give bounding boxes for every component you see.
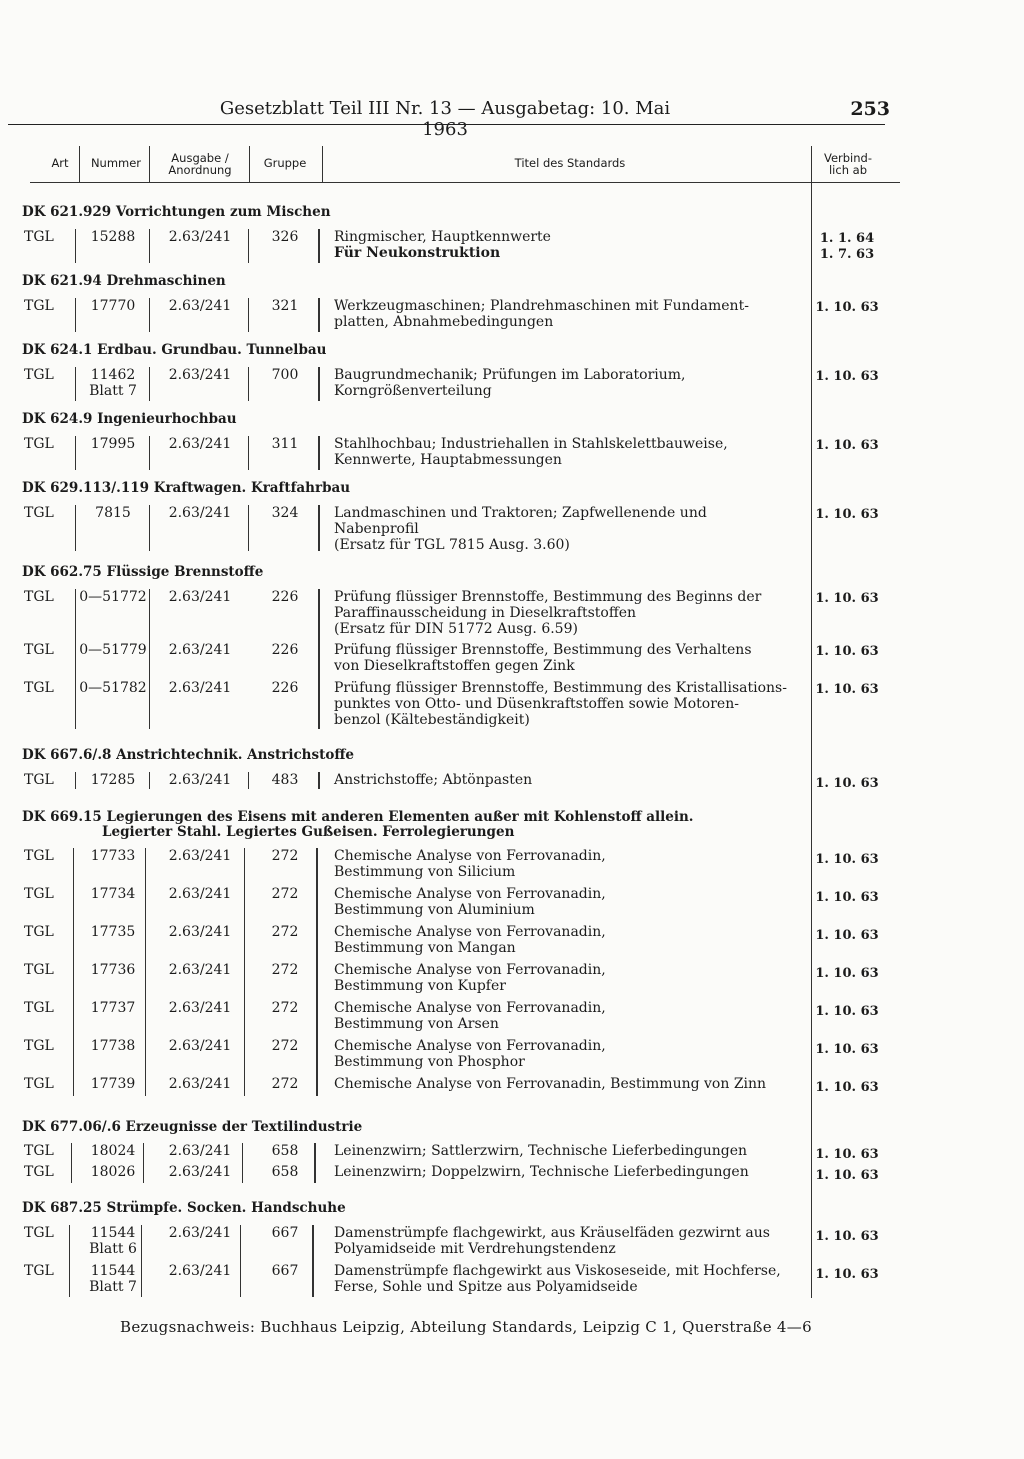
column-divider [316, 848, 318, 1096]
row-ausgabe: 2.63/241 [168, 848, 232, 864]
titel-line: Ferse, Sohle und Spitze aus Polyamidseide [334, 1279, 638, 1295]
titel-line: Bestimmung von Aluminium [334, 902, 535, 918]
row-ausgabe: 2.63/241 [168, 886, 232, 902]
row-verbindlich: 1. 10. 63 [815, 644, 879, 659]
page-number: 253 [850, 98, 890, 120]
titel-line: platten, Abnahmebedingungen [334, 314, 554, 330]
row-gruppe: 272 [271, 1076, 299, 1092]
row-nummer: 15288 [90, 229, 136, 245]
row-titel [334, 229, 804, 261]
row-gruppe: 272 [271, 924, 299, 940]
row-verbindlich: 1. 10. 63 [815, 852, 879, 867]
column-divider [141, 1225, 142, 1297]
row-verbindlich: 1. 10. 63 [815, 1168, 879, 1183]
section-heading: DK 624.9 Ingenieurhochbau [22, 411, 237, 427]
titel-line: Stahlhochbau; Industriehallen in Stahlskelettbauweise, [334, 436, 728, 452]
row-titel [334, 924, 804, 956]
titel-line: Bestimmung von Silicium [334, 864, 516, 880]
row-gruppe: 311 [271, 436, 299, 452]
titel-line: Prüfung flüssiger Brennstoffe, Bestimmung des Verhaltens [334, 642, 752, 658]
col-header-verbindlich-line-1: Verbind- [823, 151, 872, 165]
row-gruppe: 226 [271, 680, 299, 696]
row-verbindlich: 1. 10. 63 [815, 1267, 879, 1282]
row-ausgabe: 2.63/241 [168, 367, 232, 383]
titel-line: Damenstrümpfe flachgewirkt, aus Kräuselfäden gezwirnt aus [334, 1225, 770, 1241]
row-art: TGL [24, 229, 54, 245]
column-divider [75, 505, 76, 551]
row-nummer: 18024 [90, 1143, 136, 1159]
row-art: TGL [24, 298, 54, 314]
row-art: TGL [24, 1164, 54, 1180]
row-ausgabe: 2.63/241 [168, 962, 232, 978]
row-titel [334, 680, 804, 728]
column-divider [318, 505, 320, 551]
row-ausgabe: 2.63/241 [168, 1263, 232, 1279]
row-titel [334, 505, 804, 553]
row-nummer: 17736 [90, 962, 136, 978]
row-titel [334, 1000, 804, 1032]
row-gruppe: 483 [271, 772, 299, 788]
row-verbindlich: 1. 10. 63 [815, 890, 879, 905]
row-art: TGL [24, 962, 54, 978]
column-divider [145, 848, 146, 1096]
header-divider [149, 146, 150, 182]
row-titel: Leinenzwirn; Sattlerzwirn, Technische Lieferbedingungen [334, 1143, 748, 1159]
column-divider [73, 848, 74, 1096]
row-gruppe: 326 [271, 229, 299, 245]
section-heading: DK 621.929 Vorrichtungen zum Mischen [22, 204, 331, 220]
section-heading: DK 687.25 Strümpfe. Socken. Handschuhe [22, 1200, 346, 1216]
column-divider [75, 367, 76, 401]
column-divider [248, 436, 249, 470]
row-nummer: 17733 [90, 848, 136, 864]
titel-line: Bestimmung von Mangan [334, 940, 516, 956]
nummer-line: Blatt 6 [89, 1241, 137, 1257]
row-art: TGL [24, 1000, 54, 1016]
row-titel: Leinenzwirn; Doppelzwirn, Technische Lieferbedingungen [334, 1164, 749, 1180]
row-ausgabe: 2.63/241 [168, 1164, 232, 1180]
section-heading: DK 677.06/.6 Erzeugnisse der Textilindustrie [22, 1119, 363, 1135]
row-nummer [78, 1225, 148, 1257]
titel-line: Chemische Analyse von Ferrovanadin, [334, 848, 606, 864]
row-nummer: 17737 [90, 1000, 136, 1016]
row-verbindlich: 1. 10. 63 [815, 928, 879, 943]
row-ausgabe: 2.63/241 [168, 229, 232, 245]
row-ausgabe: 2.63/241 [168, 298, 232, 314]
row-art: TGL [24, 589, 54, 605]
row-verbindlich: 1. 10. 63 [815, 591, 879, 606]
col-header-ausgabe [152, 152, 248, 176]
section-heading: DK 624.1 Erdbau. Grundbau. Tunnelbau [22, 342, 327, 358]
section-heading: DK 669.15 Legierungen des Eisens mit anderen Elementen außer mit Kohlenstoff allein. [22, 809, 694, 825]
col-header-verbindlich [812, 152, 884, 176]
row-titel [334, 848, 804, 880]
column-divider [318, 229, 320, 263]
row-verbindlich: 1. 10. 63 [815, 776, 879, 791]
header-divider [249, 146, 250, 182]
titel-line: Chemische Analyse von Ferrovanadin, [334, 886, 606, 902]
row-nummer: 17285 [90, 772, 136, 788]
row-nummer: 17735 [90, 924, 136, 940]
row-art: TGL [24, 1225, 54, 1241]
row-titel [334, 1225, 804, 1257]
row-verbindlich: 1. 10. 63 [815, 507, 879, 522]
row-art: TGL [24, 642, 54, 658]
row-verbindlich: 1. 10. 63 [815, 1004, 879, 1019]
row-nummer: 0—51772 [79, 589, 147, 605]
row-titel [334, 298, 804, 330]
row-nummer: 17995 [90, 436, 136, 452]
row-art: TGL [24, 848, 54, 864]
row-verbindlich: 1. 10. 63 [815, 369, 879, 384]
row-ausgabe: 2.63/241 [168, 1038, 232, 1054]
row-ausgabe: 2.63/241 [168, 1076, 232, 1092]
row-nummer: 17739 [90, 1076, 136, 1092]
column-divider [318, 298, 320, 332]
column-divider [318, 589, 320, 729]
row-ausgabe: 2.63/241 [168, 1000, 232, 1016]
row-verbindlich: 1. 10. 63 [815, 300, 879, 315]
section-heading: DK 667.6/.8 Anstrichtechnik. Anstrichstoffe [22, 747, 355, 763]
column-divider [75, 229, 76, 263]
column-divider [75, 772, 76, 789]
row-ausgabe: 2.63/241 [168, 1225, 232, 1241]
col-header-ausgabe-line-1: Ausgabe / [171, 151, 229, 165]
row-verbindlich: 1. 10. 63 [815, 1042, 879, 1057]
row-titel [334, 589, 804, 637]
section-heading: DK 621.94 Drehmaschinen [22, 273, 226, 289]
titel-line: Werkzeugmaschinen; Plandrehmaschinen mit Fundament- [334, 298, 749, 314]
titel-line: (Ersatz für TGL 7815 Ausg. 3.60) [334, 537, 570, 553]
titel-line: Polyamidseide mit Verdrehungstendenz [334, 1241, 616, 1257]
column-divider [248, 505, 249, 551]
row-verbindlich [810, 231, 884, 263]
column-divider [318, 367, 320, 401]
column-divider [312, 1225, 314, 1297]
row-nummer: 7815 [95, 505, 131, 521]
titel-line: Baugrundmechanik; Prüfungen im Laboratorium, [334, 367, 686, 383]
titel-line: Kennwerte, Hauptabmessungen [334, 452, 562, 468]
titel-line-bold: Für Neukonstruktion [334, 245, 501, 261]
titel-line: (Ersatz für DIN 51772 Ausg. 6.59) [334, 621, 578, 637]
titel-line: Bestimmung von Kupfer [334, 978, 506, 994]
column-divider [248, 298, 249, 332]
row-titel [334, 962, 804, 994]
verbindlich-line: 1. 1. 64 [819, 231, 875, 246]
column-divider [248, 229, 249, 263]
titel-line: Nabenprofil [334, 521, 419, 537]
row-art: TGL [24, 1263, 54, 1279]
row-verbindlich: 1. 10. 63 [815, 1229, 879, 1244]
column-divider [149, 505, 150, 551]
row-art: TGL [24, 924, 54, 940]
row-ausgabe: 2.63/241 [168, 436, 232, 452]
footer-note: Bezugsnachweis: Buchhaus Leipzig, Abteilung Standards, Leipzig C 1, Querstraße 4—6 [120, 1318, 812, 1336]
row-gruppe: 324 [271, 505, 299, 521]
titel-line: Bestimmung von Phosphor [334, 1054, 525, 1070]
nummer-line: 11462 [90, 367, 136, 383]
row-ausgabe: 2.63/241 [168, 589, 232, 605]
row-gruppe: 272 [271, 962, 299, 978]
column-divider [248, 367, 249, 401]
row-verbindlich: 1. 10. 63 [815, 966, 879, 981]
row-titel [334, 1038, 804, 1070]
row-gruppe: 272 [271, 848, 299, 864]
titel-line: Prüfung flüssiger Brennstoffe, Bestimmung des Kristallisations- [334, 680, 787, 696]
column-divider [318, 436, 320, 470]
row-gruppe: 226 [271, 642, 299, 658]
column-divider [149, 367, 150, 401]
row-nummer: 18026 [90, 1164, 136, 1180]
column-divider [240, 1225, 241, 1297]
column-divider [149, 436, 150, 470]
row-gruppe: 667 [271, 1225, 299, 1241]
column-divider [318, 772, 320, 789]
verbindlich-line: 1. 7. 63 [819, 247, 875, 262]
row-titel [334, 367, 804, 399]
col-header-verbindlich-line-2: lich ab [828, 163, 867, 177]
row-titel [334, 642, 804, 674]
row-titel [334, 886, 804, 918]
page-header [0, 96, 1024, 140]
titel-line: Paraffinausscheidung in Dieselkraftstoffen [334, 605, 637, 621]
row-gruppe: 667 [271, 1263, 299, 1279]
row-art: TGL [24, 1076, 54, 1092]
row-art: TGL [24, 1038, 54, 1054]
column-divider [149, 772, 150, 789]
row-titel [334, 1263, 804, 1295]
row-gruppe: 321 [271, 298, 299, 314]
row-art: TGL [24, 886, 54, 902]
row-ausgabe: 2.63/241 [168, 772, 232, 788]
titel-line: punktes von Otto- und Düsenkraftstoffen sowie Motoren- [334, 696, 739, 712]
row-nummer: 17738 [90, 1038, 136, 1054]
row-gruppe: 272 [271, 1000, 299, 1016]
section-heading: DK 662.75 Flüssige Brennstoffe [22, 564, 264, 580]
row-gruppe: 658 [271, 1143, 299, 1159]
col-header-ausgabe-line-2: Anordnung [168, 163, 232, 177]
titel-line: Chemische Analyse von Ferrovanadin, [334, 1038, 606, 1054]
row-art: TGL [24, 367, 54, 383]
row-titel [334, 436, 804, 468]
row-art: TGL [24, 505, 54, 521]
column-divider [149, 298, 150, 332]
column-divider [71, 1143, 72, 1183]
column-divider [75, 589, 76, 729]
row-nummer: 0—51782 [79, 680, 147, 696]
column-divider [149, 229, 150, 263]
row-verbindlich: 1. 10. 63 [815, 682, 879, 697]
titel-line: Prüfung flüssiger Brennstoffe, Bestimmung des Beginns der [334, 589, 762, 605]
titel-line: Chemische Analyse von Ferrovanadin, [334, 962, 606, 978]
row-art: TGL [24, 436, 54, 452]
titel-line: Landmaschinen und Traktoren; Zapfwellenende und [334, 505, 707, 521]
titel-line: Ringmischer, Hauptkennwerte [334, 229, 551, 245]
row-nummer [78, 1263, 148, 1295]
row-nummer: 17770 [90, 298, 136, 314]
row-ausgabe: 2.63/241 [168, 505, 232, 521]
row-verbindlich: 1. 10. 63 [815, 1147, 879, 1162]
row-ausgabe: 2.63/241 [168, 642, 232, 658]
page-title: Gesetzblatt Teil III Nr. 13 — Ausgabetag: 10. Mai 1963 [219, 98, 671, 140]
titel-line: Korngrößenverteilung [334, 383, 492, 399]
header-divider [79, 146, 80, 182]
column-divider [69, 1225, 70, 1297]
col-header-nummer: Nummer [90, 156, 142, 170]
row-gruppe: 272 [271, 886, 299, 902]
column-divider [314, 1143, 316, 1183]
titel-line: Bestimmung von Arsen [334, 1016, 499, 1032]
column-divider [248, 772, 249, 789]
titel-line: Chemische Analyse von Ferrovanadin, [334, 924, 606, 940]
column-divider [244, 848, 245, 1096]
table-header-rule [30, 182, 900, 183]
col-header-gruppe: Gruppe [263, 156, 307, 170]
column-divider [149, 589, 150, 729]
titel-line: Chemische Analyse von Ferrovanadin, [334, 1000, 606, 1016]
header-divider [322, 146, 323, 182]
nummer-line: Blatt 7 [89, 1279, 137, 1295]
row-ausgabe: 2.63/241 [168, 924, 232, 940]
row-ausgabe: 2.63/241 [168, 1143, 232, 1159]
row-gruppe: 700 [271, 367, 299, 383]
row-nummer: 17734 [90, 886, 136, 902]
row-art: TGL [24, 680, 54, 696]
row-gruppe: 658 [271, 1164, 299, 1180]
column-divider [75, 436, 76, 470]
nummer-line: 11544 [90, 1263, 136, 1279]
titel-line: von Dieselkraftstoffen gegen Zink [334, 658, 575, 674]
titel-line: benzol (Kältebeständigkeit) [334, 712, 530, 728]
col-header-art: Art [51, 156, 69, 170]
section-heading-continuation: Legierter Stahl. Legiertes Gußeisen. Ferrolegierungen [102, 824, 515, 840]
section-heading: DK 629.113/.119 Kraftwagen. Kraftfahrbau [22, 480, 351, 496]
column-divider [242, 1143, 243, 1183]
titel-line: Damenstrümpfe flachgewirkt aus Viskoseseide, mit Hochferse, [334, 1263, 781, 1279]
row-titel: Chemische Analyse von Ferrovanadin, Bestimmung von Zinn [334, 1076, 767, 1092]
header-rule [8, 124, 885, 125]
row-nummer: 0—51779 [79, 642, 147, 658]
row-gruppe: 226 [271, 589, 299, 605]
row-ausgabe: 2.63/241 [168, 680, 232, 696]
col-header-titel: Titel des Standards [514, 156, 626, 170]
row-art: TGL [24, 772, 54, 788]
column-divider [75, 298, 76, 332]
column-divider [143, 1143, 144, 1183]
nummer-line: Blatt 7 [89, 383, 137, 399]
row-titel: Anstrichstoffe; Abtönpasten [334, 772, 533, 788]
row-gruppe: 272 [271, 1038, 299, 1054]
nummer-line: 11544 [90, 1225, 136, 1241]
row-nummer [78, 367, 148, 399]
row-verbindlich: 1. 10. 63 [815, 1080, 879, 1095]
row-art: TGL [24, 1143, 54, 1159]
row-verbindlich: 1. 10. 63 [815, 438, 879, 453]
